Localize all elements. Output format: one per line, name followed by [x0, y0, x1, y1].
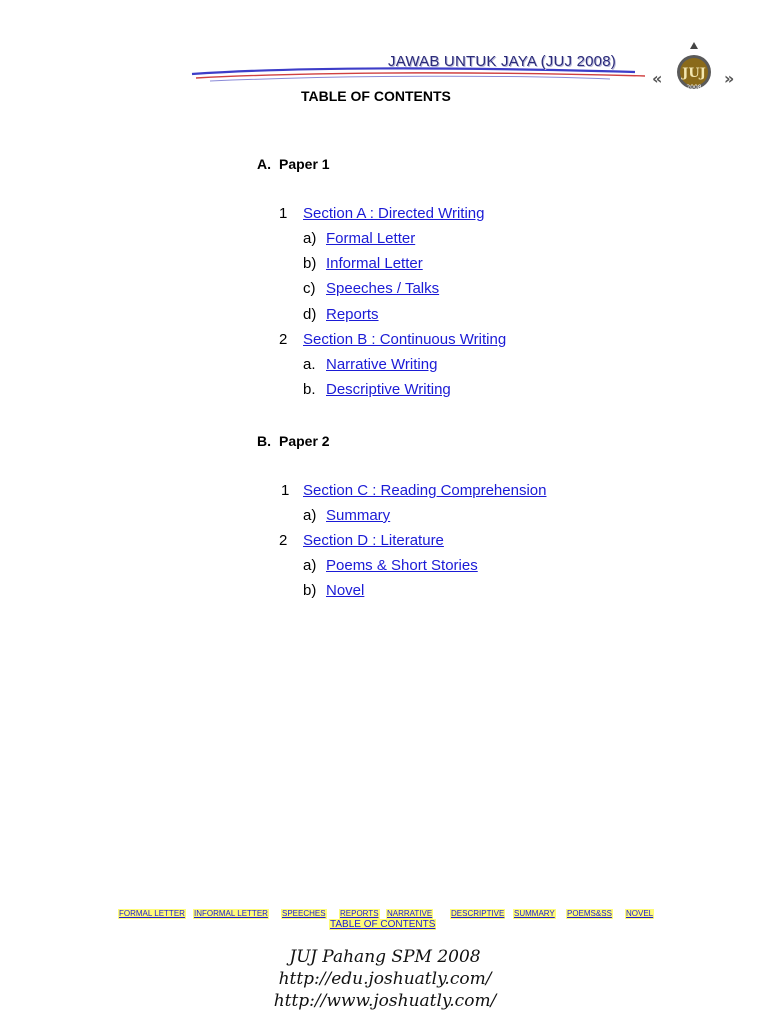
paper-2-title: Paper 2	[279, 433, 330, 449]
paper-1-title: Paper 1	[279, 156, 330, 172]
item-number: a)	[303, 557, 317, 574]
item-number: 2	[279, 331, 288, 348]
footer-link-speeches[interactable]: SPEECHES	[282, 909, 326, 918]
item-number: b)	[303, 582, 317, 599]
item-number: a)	[303, 230, 317, 247]
logo-text: JUJ	[682, 66, 706, 81]
link-formal-letter[interactable]: Formal Letter	[326, 230, 416, 247]
logo-year: 2008	[686, 84, 702, 91]
footer-link-informal-letter[interactable]: INFORMAL LETTER	[194, 909, 268, 918]
footer-link-summary[interactable]: SUMMARY	[514, 909, 555, 918]
item-number: d)	[303, 306, 317, 323]
footer-signature	[200, 946, 570, 1012]
footer-link-descriptive[interactable]: DESCRIPTIVE	[451, 909, 505, 918]
header-title: JAWAB UNTUK JAYA (JUJ 2008)	[388, 53, 616, 70]
link-speeches-talks[interactable]: Speeches / Talks	[326, 280, 440, 297]
footer-link-formal-letter[interactable]: FORMAL LETTER	[119, 909, 185, 918]
item-number: 1	[281, 482, 290, 499]
paper-1-label: A.	[257, 156, 271, 172]
link-section-c-reading-comprehension[interactable]: Section C : Reading Comprehension	[303, 482, 547, 499]
page-title: TABLE OF CONTENTS	[301, 88, 451, 104]
juj-logo-icon	[646, 40, 742, 98]
signature-line-2: http://edu.joshuatly.com/	[278, 969, 492, 989]
link-section-b-continuous-writing[interactable]: Section B : Continuous Writing	[303, 331, 507, 348]
footer-link-narrative[interactable]: NARRATIVE	[387, 909, 433, 918]
item-number: 2	[279, 532, 288, 549]
link-narrative-writing[interactable]: Narrative Writing	[326, 356, 438, 373]
link-section-d-literature[interactable]: Section D : Literature	[303, 532, 444, 549]
footer-link-poems-ss[interactable]: POEMS&SS	[567, 909, 612, 918]
footer-link-table-of-contents[interactable]: TABLE OF CONTENTS	[330, 919, 436, 930]
paper-2-label: B.	[257, 433, 271, 449]
link-descriptive-writing[interactable]: Descriptive Writing	[326, 381, 451, 398]
link-poems-short-stories[interactable]: Poems & Short Stories	[326, 557, 478, 574]
item-number: b.	[303, 381, 316, 398]
link-novel[interactable]: Novel	[326, 582, 365, 599]
paper-1-heading	[257, 156, 330, 172]
signature-line-1: JUJ Pahang SPM 2008	[289, 947, 481, 967]
svg-text:«: «	[652, 69, 663, 88]
link-reports[interactable]: Reports	[326, 306, 379, 323]
link-section-a-directed-writing[interactable]: Section A : Directed Writing	[303, 205, 485, 222]
item-number: b)	[303, 255, 317, 272]
link-summary[interactable]: Summary	[326, 507, 391, 524]
signature-line-3: http://www.joshuatly.com/	[273, 991, 497, 1011]
item-number: c)	[303, 280, 316, 297]
item-number: 1	[279, 205, 288, 222]
link-informal-letter[interactable]: Informal Letter	[326, 255, 423, 272]
footer-link-reports[interactable]: REPORTS	[340, 909, 379, 918]
paper-2-heading	[257, 433, 330, 449]
item-number: a.	[303, 356, 316, 373]
svg-text:»: »	[724, 69, 735, 88]
item-number: a)	[303, 507, 317, 524]
footer-link-novel[interactable]: NOVEL	[626, 909, 654, 918]
